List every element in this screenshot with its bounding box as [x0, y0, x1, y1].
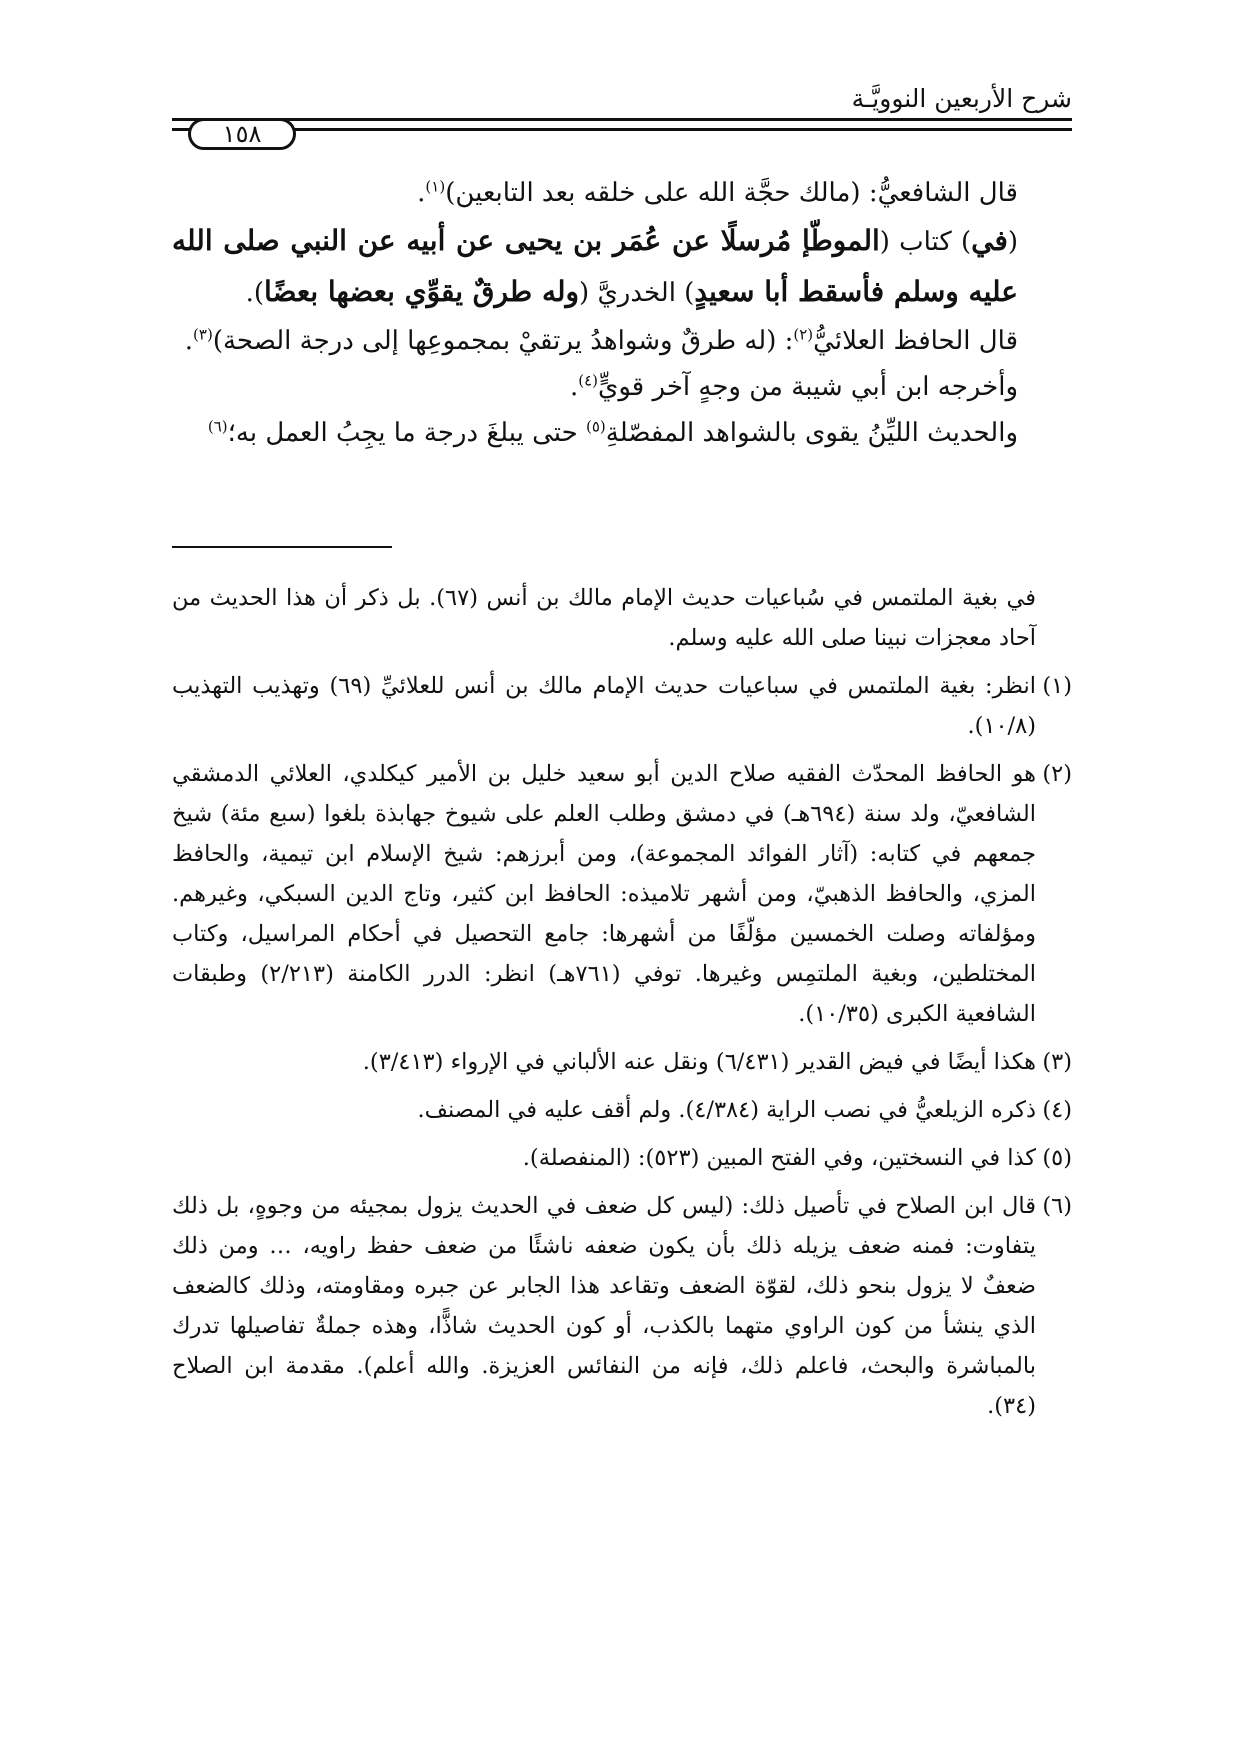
- footnote-number: (٢): [1042, 761, 1072, 787]
- paragraph-hadith-layyin: [172, 410, 1072, 456]
- footnote-3: [172, 1042, 1072, 1082]
- footnote-number: (٦): [1042, 1193, 1072, 1219]
- p2-bold-turuq: وله طرقٌ يقوِّي بعضها بعضًا: [264, 275, 580, 308]
- footnotes: [172, 578, 1072, 1434]
- p3-end: .: [184, 326, 194, 356]
- p5-rest: حتى يبلغَ درجة ما يجِبُ العمل به؛: [227, 418, 586, 448]
- p1-end: .: [417, 178, 426, 208]
- page-number: ١٥٨: [222, 120, 262, 148]
- footnote-2: [172, 754, 1072, 1034]
- footnote-continuation: في بغية الملتمس في سُباعيات حديث الإمام مالك بن أنس (٦٧). بل ذكر أن هذا الحديث من آحاد معجزات نبينا صلى الله عليه وسلم.: [172, 585, 1036, 651]
- footnote-ref-6[interactable]: (٦): [207, 417, 228, 436]
- p2-kitab: ) كتاب (: [879, 227, 972, 257]
- paragraph-shafii: [172, 170, 1072, 216]
- footnote-text: انظر: بغية الملتمس في سباعيات حديث الإمام مالك بن أنس للعلائيِّ (٦٩) وتهذيب التهذيب (١٠/٨).: [172, 673, 1036, 739]
- footnote-text: ذكره الزيلعيُّ في نصب الراية (٤/٣٨٤). ولم أقف عليه في المصنف.: [417, 1097, 1036, 1123]
- p4-end: .: [569, 372, 579, 402]
- main-text: [172, 170, 1072, 456]
- header-rule-top: [172, 118, 1072, 121]
- p2-open: (: [1007, 227, 1018, 257]
- p4-text: وأخرجه ابن أبي شيبة من وجهٍ آخر قويٍّ: [598, 372, 1018, 402]
- footnote-number: (١): [1042, 673, 1072, 699]
- footnote-text: كذا في النسختين، وفي الفتح المبين (٥٢٣): (المنفصلة).: [522, 1145, 1036, 1171]
- paragraph-ibn-abi-shayba: [172, 364, 1072, 410]
- footnote-ref-5[interactable]: (٥): [585, 417, 606, 436]
- footnote-ref-1[interactable]: (١): [425, 177, 446, 196]
- p2-bold-matn: الموطّإ مُرسلًا عن عُمَر بن يحيى عن أبيه عن النبي صلى الله عليه وسلم فأسقط أبا سعيدٍ: [172, 224, 1018, 308]
- footnote-ref-4[interactable]: (٤): [578, 371, 598, 390]
- paragraph-muwatta: [172, 216, 1072, 318]
- page-number-badge: [188, 118, 296, 150]
- p5-text: والحديث الليِّنُ يقوى بالشواهد المفصّلةِ: [605, 418, 1018, 448]
- footnote-number: (٤): [1042, 1097, 1072, 1123]
- header-rule-bottom: [172, 128, 1072, 131]
- paragraph-alai: [172, 318, 1072, 364]
- p2-fi: في: [971, 224, 1008, 257]
- p2-end: ).: [245, 278, 265, 308]
- running-header-title: شرح الأربعين النوويَّـة: [851, 84, 1072, 113]
- footnote-6: [172, 1186, 1072, 1426]
- footnote-5: [172, 1138, 1072, 1178]
- footnote-number: (٥): [1042, 1145, 1072, 1171]
- footnote-text: هكذا أيضًا في فيض القدير (٦/٤٣١) ونقل عنه الألباني في الإرواء (٣/٤١٣).: [362, 1049, 1036, 1075]
- footnote-text: هو الحافظ المحدّث الفقيه صلاح الدين أبو سعيد خليل بن الأمير كيكلدي، العلائي الدمشقي الشافعيّ، ولد سنة (٦٩٤هـ) في دمشق وطلب العلم على شيوخ جهابذة بلغوا (سبع مئة) شيخ جمعهم في كتابه: (آثار الفوائد المجموعة)، ومن أبرزهم: شيخ الإسلام ابن تيمية، والحافظ المزي، والحافظ الذهبيّ، ومن أشهر تلاميذه: الحافظ ابن كثير، وتاج الدين السبكي، وغيرهم. ومؤلفاته وصلت الخمسين مؤلّفًا من أشهرها: جامع التحصيل في أحكام المراسيل، وكتاب المختلطين، وبغية الملتمِس وغيرها. توفي (٧٦١هـ) انظر: الدرر الكامنة (٢/٢١٣) وطبقات الشافعية الكبرى (١٠/٣٥).: [172, 761, 1037, 1027]
- footnote-ref-2[interactable]: (٢): [793, 325, 814, 344]
- footnote-ref-3[interactable]: (٣): [193, 325, 213, 344]
- p3-text: قال الحافظ العلائيُّ: [813, 326, 1018, 356]
- footnote-separator: [172, 546, 392, 548]
- p3-rest: : (له طرقٌ وشواهدُ يرتقيْ بمجموعِها إلى درجة الصحة): [212, 326, 794, 356]
- footnote-text: قال ابن الصلاح في تأصيل ذلك: (ليس كل ضعف في الحديث يزول بمجيئه من وجوهٍ، بل ذلك يتفاوت: فمنه ضعف يزيله ذلك بأن يكون ضعفه ناشئًا من ضعف حفظ راويه، … ومن ذلك ضعفٌ لا يزول بنحو ذلك، لقوّة الضعف وتقاعد هذا الجابر عن جبره ومقاومته، وذلك كالضعف الذي ينشأ من كون الراوي متهما بالكذب، أو كون الحديث شاذًّا، وهذه جملةٌ تفاصيلها تدرك بالمباشرة والبحث، فاعلم ذلك، فإنه من النفائس العزيزة. والله أعلم). مقدمة ابن الصلاح (٣٤).: [172, 1193, 1036, 1419]
- p2-mid: ) الخدريَّ (: [579, 278, 695, 308]
- footnote-number: (٣): [1042, 1049, 1072, 1075]
- p1-text: قال الشافعيُّ: (مالك حجَّة الله على خلقه بعد التابعين): [445, 178, 1018, 208]
- footnote-4: [172, 1090, 1072, 1130]
- footnote-1: [172, 666, 1072, 746]
